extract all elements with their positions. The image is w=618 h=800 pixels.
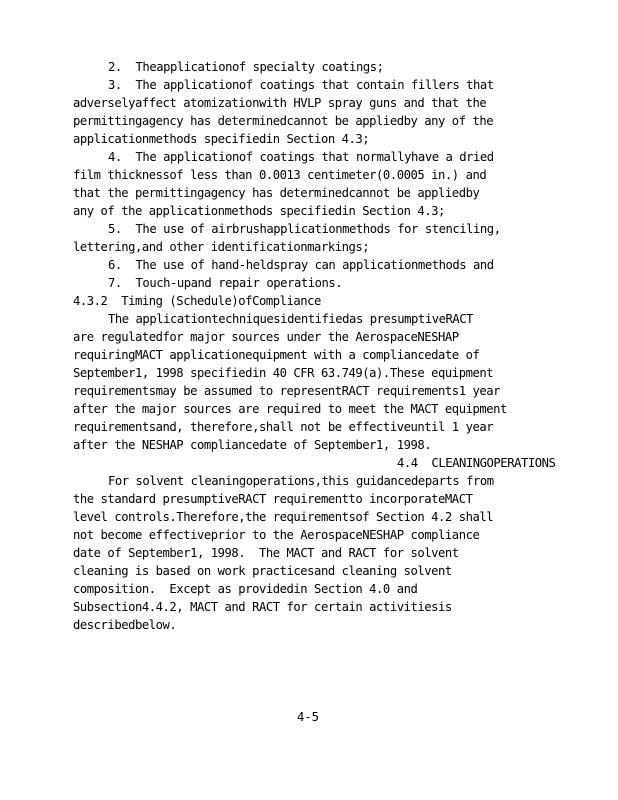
text-line: cleaning is based on work practicesand cleaning solvent	[73, 564, 452, 578]
paragraph-start: The applicationtechniquesidentifiedas presumptiveRACT	[108, 312, 474, 326]
text-line: permittingagency has determinedcannot be appliedby any of the	[73, 114, 494, 128]
text-line: September1, 1998 specifiedin 40 CFR 63.749(a).These equipment	[73, 366, 494, 380]
text-line: lettering,and other identificationmarkings;	[73, 240, 370, 254]
text-line: requiringMACT applicationequipment with a compliancedate of	[73, 348, 480, 362]
text-line: are regulatedfor major sources under the AerospaceNESHAP	[73, 330, 459, 344]
list-item-4: 4. The applicationof coatings that normallyhave a dried	[108, 150, 494, 164]
text-line: that the permittingagency has determinedcannot be appliedby	[73, 186, 480, 200]
text-line: Subsection4.4.2, MACT and RACT for certain activitiesis	[73, 600, 452, 614]
text-line: adverselyaffect atomizationwith HVLP spray guns and that the	[73, 96, 487, 110]
text-line: applicationmethods specifiedin Section 4.3;	[73, 132, 370, 146]
page-number: 4-5	[297, 710, 320, 724]
text-line: the standard presumptiveRACT requirementto incorporateMACT	[73, 492, 473, 506]
text-line: composition. Except as providedin Section 4.0 and	[73, 582, 418, 596]
text-line: any of the applicationmethods specifiedin Section 4.3;	[73, 204, 445, 218]
text-line: after the NESHAP compliancedate of September1, 1998.	[73, 438, 432, 452]
text-line: date of September1, 1998. The MACT and RACT for solvent	[73, 546, 459, 560]
text-line: after the major sources are required to meet the MACT equipment	[73, 402, 507, 416]
paragraph-start: For solvent cleaningoperations,this guidancedeparts from	[108, 474, 494, 488]
text-line: requirementsmay be assumed to representRACT requirements1 year	[73, 384, 501, 398]
text-line: not become effectiveprior to the AerospaceNESHAP compliance	[73, 528, 480, 542]
text-line: level controls.Therefore,the requirementsof Section 4.2 shall	[73, 510, 494, 524]
list-item-2: 2. Theapplicationof specialty coatings;	[108, 60, 384, 74]
text-line: describedbelow.	[73, 618, 177, 632]
section-heading-4-3-2: 4.3.2 Timing (Schedule)ofCompliance	[73, 294, 321, 308]
list-item-5: 5. The use of airbrushapplicationmethods for stenciling,	[108, 222, 501, 236]
list-item-7: 7. Touch-upand repair operations.	[108, 276, 343, 290]
text-line: film thicknessof less than 0.0013 centimeter(0.0005 in.) and	[73, 168, 487, 182]
section-heading-4-4: 4.4 CLEANINGOPERATIONS	[397, 456, 556, 470]
list-item-6: 6. The use of hand-heldspray can applicationmethods and	[108, 258, 494, 272]
text-line: requirementsand, therefore,shall not be effectiveuntil 1 year	[73, 420, 494, 434]
list-item-3: 3. The applicationof coatings that contain fillers that	[108, 78, 494, 92]
